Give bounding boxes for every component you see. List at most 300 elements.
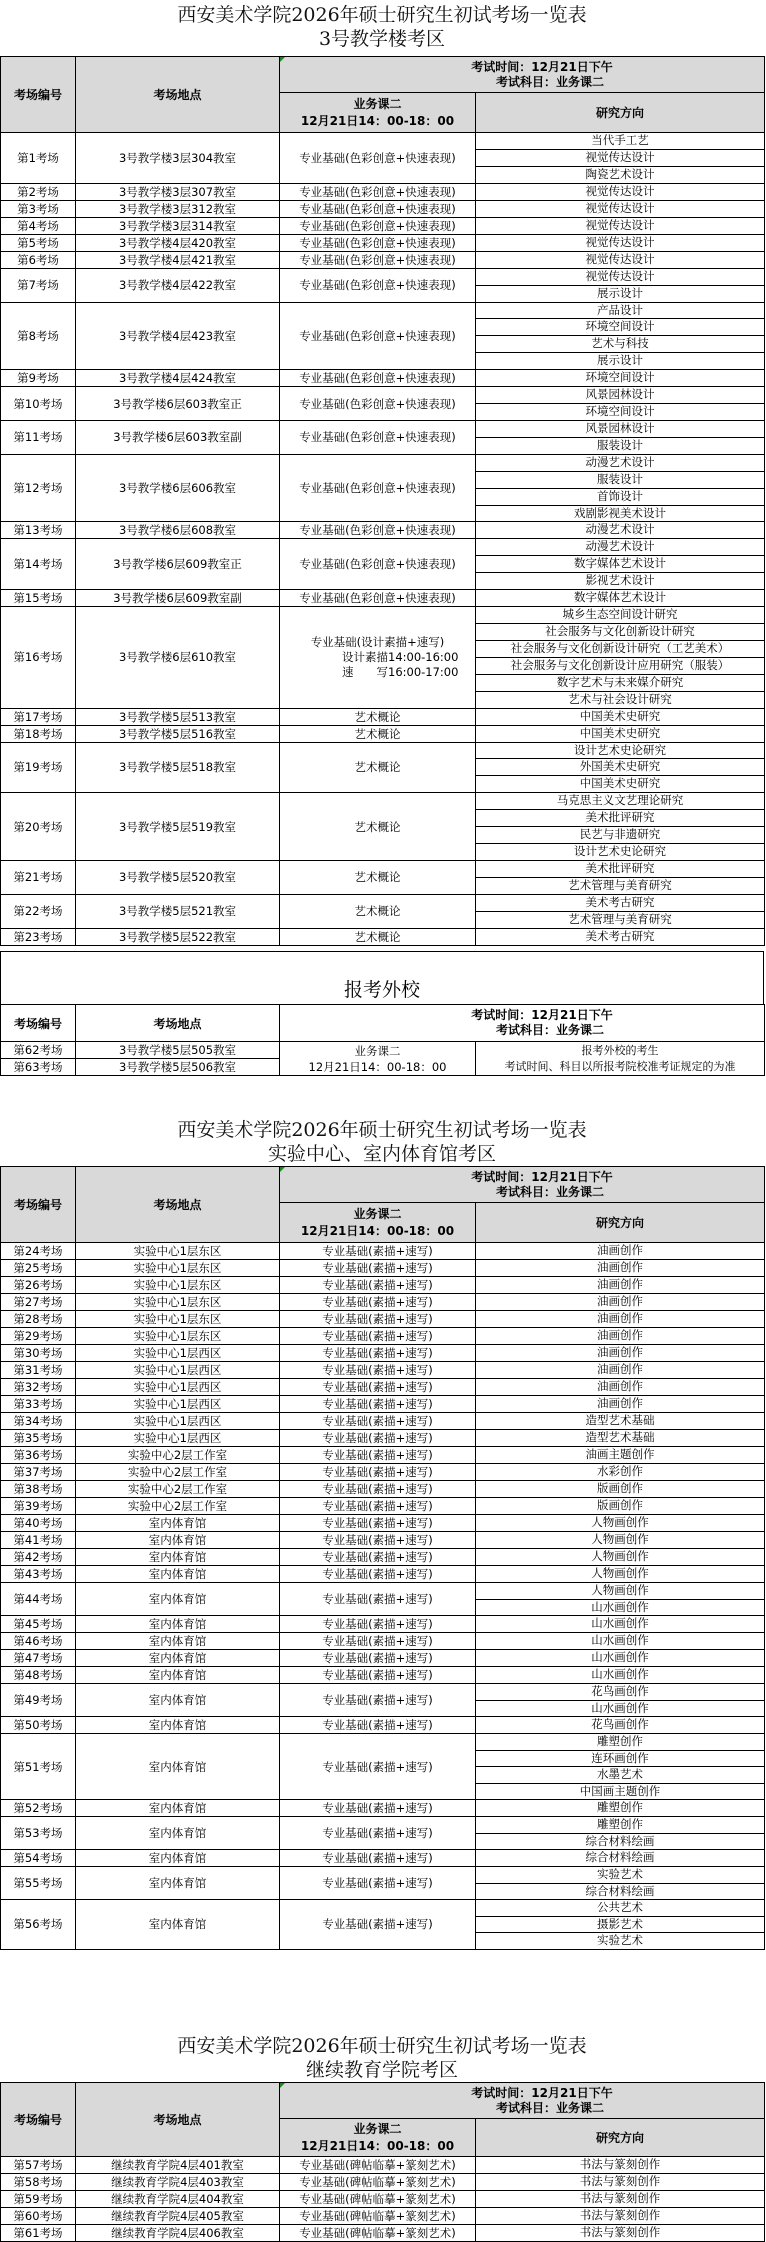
subject-line: 专业基础(素描+速写): [322, 1346, 433, 1360]
research-direction: 人物画创作: [476, 1532, 765, 1549]
research-direction: 戏剧影视美术设计: [476, 505, 765, 522]
exam-subject-cell: [280, 2208, 476, 2225]
exam-subject-cell: [280, 1734, 476, 1800]
research-direction: 马克思主义文艺理论研究: [476, 793, 765, 810]
subject-line: 专业基础(色彩创意+快速表现): [299, 218, 456, 233]
research-direction: 雕塑创作: [476, 1734, 765, 1751]
room-location: 继续教育学院4层405教室: [76, 2208, 280, 2225]
research-direction: 书法与篆刻创作: [476, 2225, 765, 2242]
subject-line: 专业基础(素描+速写): [322, 1876, 433, 1890]
header-exam-info: [280, 1167, 765, 1203]
subject-line: 艺术概论: [354, 726, 401, 741]
section-lab-gym: [0, 1118, 764, 1950]
room-no: 第36考场: [1, 1447, 76, 1464]
room-location: 室内体育馆: [76, 1532, 280, 1549]
room-no: 第37考场: [1, 1464, 76, 1481]
room-no: 第41考场: [1, 1532, 76, 1549]
exam-subject-cell: [280, 268, 476, 302]
subject-line: 艺术概论: [354, 709, 401, 724]
section-title: [0, 0, 764, 56]
subject-line: 专业基础(素描+速写): [322, 1651, 433, 1665]
room-no: 第26考场: [1, 1277, 76, 1294]
exam-subject-cell: [280, 1616, 476, 1633]
room-no: 第44考场: [1, 1583, 76, 1616]
research-direction: 美术批评研究: [476, 860, 765, 877]
research-direction: 人物画创作: [476, 1515, 765, 1532]
room-no: 第10考场: [1, 387, 76, 421]
research-direction: 油画创作: [476, 1345, 765, 1362]
research-direction: 数字艺术与未来媒介研究: [476, 674, 765, 691]
subject-line: 专业基础(素描+速写): [322, 1363, 433, 1377]
research-direction: 山水画创作: [476, 1667, 765, 1684]
table-row: [1, 1684, 765, 1701]
table-row: [1, 793, 765, 810]
room-no: 第58考场: [1, 2174, 76, 2191]
table-row: [1, 860, 765, 877]
table-row: [1, 1311, 765, 1328]
table-row: [1, 2225, 765, 2242]
room-location: 室内体育馆: [76, 1633, 280, 1650]
room-no: 第8考场: [1, 302, 76, 370]
room-no: 第14考场: [1, 539, 76, 590]
external-table: [0, 1004, 765, 1076]
research-direction: 美术考古研究: [476, 894, 765, 911]
table-row: [1, 539, 765, 556]
room-location: 室内体育馆: [76, 1549, 280, 1566]
subject-line: 专业基础(素描+速写): [322, 1634, 433, 1648]
table-row: [1, 742, 765, 759]
exam-subject-cell: [280, 1867, 476, 1900]
table-row: [1, 1362, 765, 1379]
research-direction: 视觉传达设计: [476, 217, 765, 234]
room-location: 3号教学楼3层307教室: [76, 183, 280, 200]
research-direction: 油画主题创作: [476, 1447, 765, 1464]
research-direction: 视觉传达设计: [476, 149, 765, 166]
subject-line: 专业基础(色彩创意+快速表现): [299, 235, 456, 250]
research-direction: 产品设计: [476, 302, 765, 319]
subject-line: 专业基础(素描+速写): [322, 1801, 433, 1815]
room-location: 室内体育馆: [76, 1817, 280, 1850]
research-direction: 服装设计: [476, 471, 765, 488]
exam-subject-cell: [280, 1260, 476, 1277]
room-no: 第18考场: [1, 725, 76, 742]
table-row: [1, 1413, 765, 1430]
table-row: [1, 234, 765, 251]
research-direction: 雕塑创作: [476, 1817, 765, 1834]
room-no: 第55考场: [1, 1867, 76, 1900]
room-location: 实验中心2层工作室: [76, 1481, 280, 1498]
research-direction: 艺术管理与美育研究: [476, 911, 765, 928]
table-row: [1, 2191, 765, 2208]
room-location: 实验中心1层西区: [76, 1413, 280, 1430]
research-direction: 人物画创作: [476, 1549, 765, 1566]
room-no: 第53考场: [1, 1817, 76, 1850]
header-location: 考场地点: [76, 1005, 280, 1042]
research-direction: 版画创作: [476, 1498, 765, 1515]
exam-subject-cell: [280, 251, 476, 268]
exam-subject-cell: [280, 793, 476, 861]
research-direction: 美术考古研究: [476, 928, 765, 945]
exam-time: 考试时间：12月21日下午: [471, 1008, 613, 1022]
room-no: 第15考场: [1, 590, 76, 607]
table-row: [1, 1447, 765, 1464]
research-direction: 环境空间设计: [476, 404, 765, 421]
room-no: 第16考场: [1, 607, 76, 708]
exam-subject-cell: [280, 539, 476, 590]
table-row: [1, 370, 765, 387]
room-location: 继续教育学院4层404教室: [76, 2191, 280, 2208]
research-direction: 山水画创作: [476, 1633, 765, 1650]
section-title: [0, 1118, 764, 1166]
exam-table: [0, 1166, 765, 1950]
table-row: [1, 133, 765, 150]
subject-line: 专业基础(素描+速写): [322, 1567, 433, 1581]
research-direction: 综合材料绘画: [476, 1883, 765, 1900]
room-no: 第24考场: [1, 1243, 76, 1260]
research-direction: 造型艺术基础: [476, 1413, 765, 1430]
room-location: 实验中心1层西区: [76, 1379, 280, 1396]
exam-subject-cell: [280, 1633, 476, 1650]
external-note: [476, 1042, 765, 1076]
table-row: [1, 1515, 765, 1532]
section-subtitle: 3号教学楼考区: [318, 28, 446, 50]
subject-line: 专业基础(素描+速写): [322, 1295, 433, 1309]
research-direction: 中国美术史研究: [476, 708, 765, 725]
room-location: 室内体育馆: [76, 1734, 280, 1800]
research-direction: 书法与篆刻创作: [476, 2208, 765, 2225]
exam-subject-cell: [280, 1549, 476, 1566]
subject-line: 专业基础(素描+速写): [322, 1516, 433, 1530]
subject-line: 专业基础(素描+速写): [322, 1380, 433, 1394]
research-direction: 山水画创作: [476, 1599, 765, 1616]
table-row: [1, 268, 765, 285]
subject-line: 专业基础(素描+速写): [322, 1617, 433, 1631]
table-row: [1, 1345, 765, 1362]
subject-line: 专业基础(素描+速写): [322, 1431, 433, 1445]
exam-table: [0, 56, 765, 946]
exam-subject-cell: [280, 1800, 476, 1817]
section-subtitle: 继续教育学院考区: [305, 2059, 458, 2081]
subject-line: 艺术概论: [354, 760, 401, 775]
subject-line: 专业基础(碑帖临摹+篆刻艺术): [299, 2175, 456, 2189]
doc-title: 西安美术学院2026年硕士研究生初试考场一览表: [177, 4, 587, 26]
exam-subject-cell: [280, 1850, 476, 1867]
room-location: 室内体育馆: [76, 1650, 280, 1667]
table-row: [1, 1650, 765, 1667]
room-no: 第21考场: [1, 860, 76, 894]
room-no: 第29考场: [1, 1328, 76, 1345]
research-direction: 数字媒体艺术设计: [476, 556, 765, 573]
research-direction: 民艺与非遗研究: [476, 827, 765, 844]
room-no: 第39考场: [1, 1498, 76, 1515]
exam-time: 考试时间：12月21日下午: [471, 2085, 613, 2100]
room-location: 3号教学楼5层522教室: [76, 928, 280, 945]
research-direction: 公共艺术: [476, 1900, 765, 1917]
research-direction: 当代手工艺: [476, 133, 765, 150]
room-location: 室内体育馆: [76, 1667, 280, 1684]
room-no: 第22考场: [1, 894, 76, 928]
external-course-name: 业务课二: [354, 1043, 401, 1058]
header-direction: 研究方向: [476, 1203, 765, 1243]
exam-subject-cell: [280, 1243, 476, 1260]
external-title: 报考外校: [343, 979, 420, 1001]
exam-subject-cell: [280, 2157, 476, 2174]
exam-subject: 考试科目：业务课二: [495, 1184, 604, 1199]
room-location: 室内体育馆: [76, 1717, 280, 1734]
table-row: [1, 1583, 765, 1600]
header-location: 考场地点: [76, 1167, 280, 1243]
subject-line: 专业基础(设计素描+速写): [310, 634, 445, 649]
room-location: 实验中心2层工作室: [76, 1447, 280, 1464]
room-no: 第40考场: [1, 1515, 76, 1532]
room-no: 第32考场: [1, 1379, 76, 1396]
table-row: [1, 1532, 765, 1549]
research-direction: 艺术与社会设计研究: [476, 691, 765, 708]
research-direction: 数字媒体艺术设计: [476, 590, 765, 607]
subject-line: 专业基础(色彩创意+快速表现): [299, 523, 456, 538]
room-location: 实验中心1层西区: [76, 1430, 280, 1447]
room-location: 3号教学楼4层422教室: [76, 268, 280, 302]
research-direction: 油画创作: [476, 1311, 765, 1328]
course-name: 业务课二: [353, 2121, 402, 2136]
table-row: [1, 2157, 765, 2174]
table-row: [1, 1396, 765, 1413]
room-location: 3号教学楼4层424教室: [76, 370, 280, 387]
exam-subject-cell: [280, 2225, 476, 2242]
research-direction: 风景园林设计: [476, 420, 765, 437]
research-direction: 书法与篆刻创作: [476, 2157, 765, 2174]
research-direction: 油画创作: [476, 1328, 765, 1345]
research-direction: 视觉传达设计: [476, 251, 765, 268]
exam-subject-cell: [280, 1430, 476, 1447]
room-location: 继续教育学院4层401教室: [76, 2157, 280, 2174]
table-row: [1, 183, 765, 200]
subject-line: 专业基础(素描+速写): [322, 1533, 433, 1547]
subject-line: 专业基础(色彩创意+快速表现): [299, 184, 456, 199]
table-row: [1, 200, 765, 217]
exam-subject-cell: [280, 1684, 476, 1717]
table-row: [1, 420, 765, 437]
external-note-line2: 考试时间、科目以所报考院校准考证规定的为准: [504, 1059, 736, 1073]
exam-subject-cell: [280, 2191, 476, 2208]
room-location: 实验中心1层西区: [76, 1345, 280, 1362]
research-direction: 服装设计: [476, 437, 765, 454]
research-direction: 设计艺术史论研究: [476, 742, 765, 759]
exam-subject-cell: [280, 1667, 476, 1684]
room-no: 第27考场: [1, 1294, 76, 1311]
table-row: [1, 1430, 765, 1447]
room-no: 第28考场: [1, 1311, 76, 1328]
exam-subject-cell: [280, 1717, 476, 1734]
exam-subject-cell: [280, 234, 476, 251]
research-direction: 油画创作: [476, 1379, 765, 1396]
room-location: 3号教学楼6层610教室: [76, 607, 280, 708]
room-location: 室内体育馆: [76, 1850, 280, 1867]
room-location: 继续教育学院4层403教室: [76, 2174, 280, 2191]
table-row: [1, 2174, 765, 2191]
room-no: 第3考场: [1, 200, 76, 217]
room-location: 继续教育学院4层406教室: [76, 2225, 280, 2242]
table-row: [1, 1800, 765, 1817]
room-no: 第17考场: [1, 708, 76, 725]
exam-subject-cell: [280, 302, 476, 370]
research-direction: 视觉传达设计: [476, 234, 765, 251]
room-no: 第57考场: [1, 2157, 76, 2174]
subject-line: 专业基础(色彩创意+快速表现): [299, 371, 456, 386]
subject-line: 专业基础(碑帖临摹+篆刻艺术): [299, 2226, 456, 2240]
table-row: [1, 1294, 765, 1311]
exam-subject: 考试科目：业务课二: [495, 2100, 604, 2115]
room-location: 3号教学楼5层519教室: [76, 793, 280, 861]
exam-subject-cell: [280, 1481, 476, 1498]
research-direction: 环境空间设计: [476, 319, 765, 336]
subject-line: 专业基础(素描+速写): [322, 1826, 433, 1840]
research-direction: 美术批评研究: [476, 810, 765, 827]
research-direction: 油画创作: [476, 1294, 765, 1311]
exam-subject-cell: [280, 1413, 476, 1430]
subject-line: 专业基础(素描+速写): [322, 1482, 433, 1496]
doc-title: 西安美术学院2026年硕士研究生初试考场一览表: [177, 1119, 587, 1141]
table-row: [1, 1616, 765, 1633]
research-direction: 中国美术史研究: [476, 725, 765, 742]
room-location: 3号教学楼5层505教室: [76, 1042, 280, 1059]
room-no: 第52考场: [1, 1800, 76, 1817]
exam-subject-cell: [280, 1396, 476, 1413]
room-location: 3号教学楼5层516教室: [76, 725, 280, 742]
room-location: 3号教学楼5层521教室: [76, 894, 280, 928]
exam-subject-cell: [280, 1311, 476, 1328]
subject-line: 艺术概论: [354, 929, 401, 944]
room-no: 第46考场: [1, 1633, 76, 1650]
subject-line: 专业基础(色彩创意+快速表现): [299, 481, 456, 496]
research-direction: 油画创作: [476, 1396, 765, 1413]
subject-line: 专业基础(素描+速写): [322, 1499, 433, 1513]
header-location: 考场地点: [76, 57, 280, 133]
room-no: 第20考场: [1, 793, 76, 861]
room-no: 第59考场: [1, 2191, 76, 2208]
research-direction: 中国画主题创作: [476, 1783, 765, 1800]
room-location: 3号教学楼6层603教室正: [76, 387, 280, 421]
subject-line: 专业基础(素描+速写): [322, 1550, 433, 1564]
table-row: [1, 1850, 765, 1867]
exam-subject-cell: [280, 1583, 476, 1616]
research-direction: 展示设计: [476, 353, 765, 370]
exam-subject-cell: [280, 1498, 476, 1515]
room-no: 第51考场: [1, 1734, 76, 1800]
table-row: [1, 302, 765, 319]
subject-line: 专业基础(碑帖临摹+篆刻艺术): [299, 2209, 456, 2223]
table-row: [1, 522, 765, 539]
research-direction: 社会服务与文化创新设计应用研究（服装）: [476, 657, 765, 674]
room-location: 实验中心1层东区: [76, 1328, 280, 1345]
table-row: [1, 1260, 765, 1277]
subject-line: 专业基础(素描+速写): [322, 1917, 433, 1932]
room-location: 室内体育馆: [76, 1566, 280, 1583]
section-building3: [0, 0, 764, 946]
exam-subject-cell: [280, 522, 476, 539]
room-location: 实验中心1层东区: [76, 1277, 280, 1294]
research-direction: 风景园林设计: [476, 387, 765, 404]
research-direction: 首饰设计: [476, 488, 765, 505]
section-title: [0, 2034, 764, 2082]
header-room-no: 考场编号: [1, 2083, 76, 2157]
room-location: 3号教学楼4层423教室: [76, 302, 280, 370]
room-no: 第6考场: [1, 251, 76, 268]
table-row: [1, 928, 765, 945]
room-no: 第12考场: [1, 454, 76, 522]
section-continuing-ed: [0, 2034, 764, 2242]
room-no: 第42考场: [1, 1549, 76, 1566]
room-no: 第50考场: [1, 1717, 76, 1734]
research-direction: 山水画创作: [476, 1700, 765, 1717]
subject-line: 专业基础(色彩创意+快速表现): [299, 201, 456, 216]
header-exam-info: [280, 2083, 765, 2119]
subject-line: 专业基础(色彩创意+快速表现): [299, 328, 456, 343]
exam-subject-cell: [280, 1900, 476, 1950]
exam-subject: 考试科目：业务课二: [495, 74, 604, 89]
subject-line: 专业基础(素描+速写): [322, 1261, 433, 1275]
room-location: 3号教学楼4层421教室: [76, 251, 280, 268]
table-row: [1, 1566, 765, 1583]
room-location: 实验中心1层西区: [76, 1396, 280, 1413]
exam-time: 考试时间：12月21日下午: [471, 1169, 613, 1184]
exam-subject-cell: [280, 1328, 476, 1345]
research-direction: 连环画创作: [476, 1750, 765, 1767]
research-direction: 油画创作: [476, 1362, 765, 1379]
exam-subject-cell: [280, 2174, 476, 2191]
table-row: [1, 1817, 765, 1834]
room-no: 第9考场: [1, 370, 76, 387]
subject-line: 专业基础(素描+速写): [322, 1278, 433, 1292]
table-row: [1, 1328, 765, 1345]
research-direction: 社会服务与文化创新设计研究: [476, 624, 765, 641]
research-direction: 中国美术史研究: [476, 776, 765, 793]
subject-line: 艺术概论: [354, 819, 401, 834]
exam-subject-cell: [280, 200, 476, 217]
subject-line: 专业基础(色彩创意+快速表现): [299, 150, 456, 165]
research-direction: 综合材料绘画: [476, 1833, 765, 1850]
room-no: 第19考场: [1, 742, 76, 793]
subject-line: 专业基础(碑帖临摹+篆刻艺术): [299, 2158, 456, 2172]
course-time: 12月21日14：00-18：00: [300, 1223, 455, 1238]
room-no: 第61考场: [1, 2225, 76, 2242]
exam-subject-cell: [280, 454, 476, 522]
subject-line: 设计素描14:00-16:00: [342, 649, 459, 664]
room-no: 第7考场: [1, 268, 76, 302]
header-room-no: 考场编号: [1, 57, 76, 133]
room-no: 第35考场: [1, 1430, 76, 1447]
research-direction: 山水画创作: [476, 1616, 765, 1633]
room-location: 3号教学楼6层603教室副: [76, 420, 280, 454]
table-row: [1, 2208, 765, 2225]
room-location: 实验中心2层工作室: [76, 1464, 280, 1481]
research-direction: 水彩创作: [476, 1464, 765, 1481]
research-direction: 展示设计: [476, 285, 765, 302]
subject-line: 专业基础(色彩创意+快速表现): [299, 396, 456, 411]
exam-subject-cell: [280, 860, 476, 894]
subject-line: 专业基础(色彩创意+快速表现): [299, 591, 456, 606]
room-no: 第13考场: [1, 522, 76, 539]
room-location: 室内体育馆: [76, 1684, 280, 1717]
subject-line: 专业基础(素描+速写): [322, 1668, 433, 1682]
research-direction: 影视艺术设计: [476, 573, 765, 590]
table-row: [1, 1867, 765, 1884]
exam-subject-cell: [280, 708, 476, 725]
subject-line: 专业基础(色彩创意+快速表现): [299, 557, 456, 572]
room-location: 3号教学楼5层520教室: [76, 860, 280, 894]
exam-subject-cell: [280, 1515, 476, 1532]
room-no: 第47考场: [1, 1650, 76, 1667]
